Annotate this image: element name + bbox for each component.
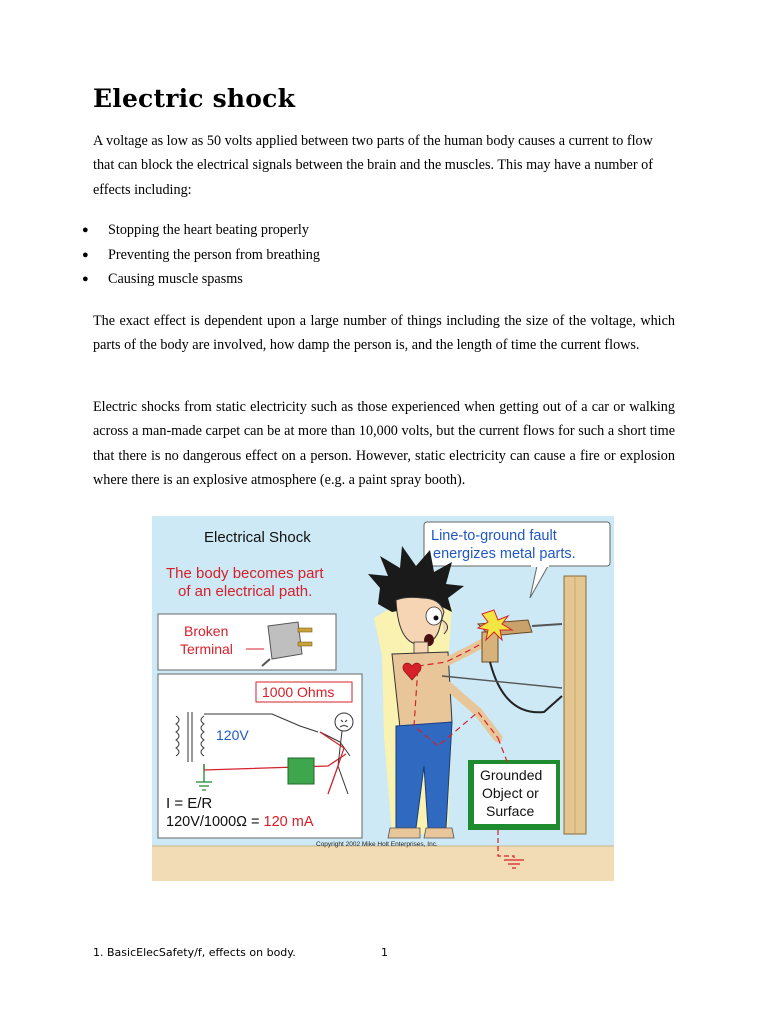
- grounded-line-1: Grounded: [480, 767, 543, 783]
- voltage-label: 120V: [216, 727, 249, 743]
- exact-effect-paragraph: The exact effect is dependent upon a large number of things including the size of the voltage, which parts of the body are involved, how damp the person is, and the length of time the current flows.: [93, 313, 675, 354]
- footer-reference: 1. BasicElecSafety/f, effects on body.: [93, 946, 296, 959]
- bullet-icon: ●: [82, 248, 89, 261]
- broken-line-1: Broken: [184, 623, 229, 639]
- bullet-icon: ●: [82, 224, 89, 236]
- formula-line-2: 120V/1000Ω = 120 mA: [166, 814, 314, 830]
- electrical-shock-illustration: [152, 516, 614, 881]
- static-electricity-paragraph: Electric shocks from static electricity such as those experienced when getting out of a car or walking across a man-made carpet can be at more than 10,000 volts, but the current flows for such a short time that there is no dangerous effect on a person. However, static electricity can cause a fire or explosion where there is an explosive atmosphere (e.g. a paint spray booth).: [93, 399, 675, 488]
- fault-line-2: energizes metal parts.: [433, 546, 576, 562]
- page-title: Electric shock: [93, 84, 296, 113]
- broken-line-2: Terminal: [180, 641, 233, 657]
- grounded-line-2: Object or: [482, 785, 539, 801]
- fault-line-1: Line-to-ground fault: [431, 528, 557, 544]
- formula-line-1: I = E/R: [166, 795, 213, 812]
- figure-title: Electrical Shock: [204, 529, 311, 546]
- effects-list: [82, 218, 320, 292]
- ohms-label: 1000 Ohms: [262, 684, 335, 700]
- list-item: ● Preventing the person from breathing: [82, 243, 320, 268]
- copyright-text: Copyright 2002 Mike Holt Enterprises, Inc.: [316, 841, 438, 848]
- page-number: 1: [381, 946, 388, 959]
- bullet-icon: ●: [82, 273, 89, 285]
- list-item: ● Causing muscle spasms: [82, 267, 320, 292]
- subtitle-line-1: The body becomes part: [166, 565, 324, 582]
- grounded-line-3: Surface: [486, 803, 535, 819]
- intro-paragraph: A voltage as low as 50 volts applied between two parts of the human body causes a current to flow that can block the electrical signals between the brain and the muscles. This may have a number of effects including:: [93, 133, 653, 198]
- list-item: ● Stopping the heart beating properly: [82, 218, 320, 243]
- subtitle-line-2: of an electrical path.: [178, 583, 313, 600]
- floor: [152, 846, 614, 881]
- ground-block: [288, 758, 314, 784]
